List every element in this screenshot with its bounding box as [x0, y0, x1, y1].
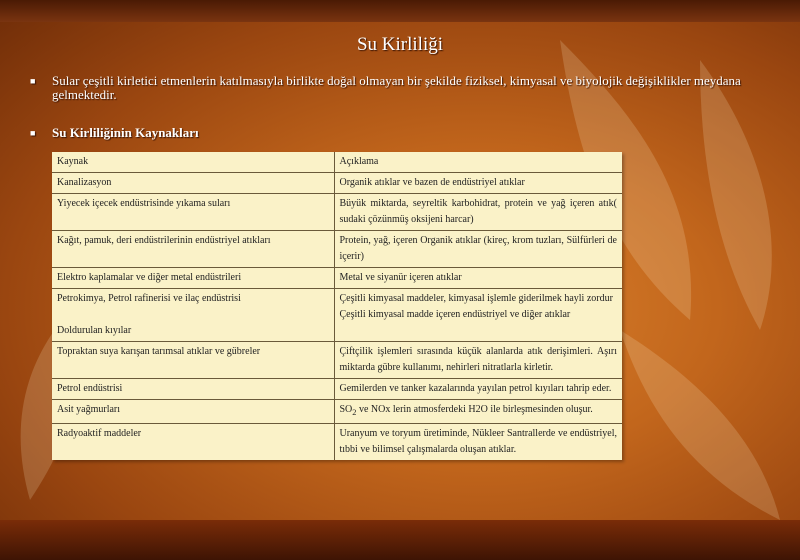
bottom-band [0, 520, 800, 560]
row-source: Kağıt, pamuk, deri endüstrilerinin endüstriyel atıkları [52, 231, 334, 268]
row-description: Çiftçilik işlemleri sırasında küçük alanlarda atık derişimleri. Aşırı miktarda gübre kullanımı, nehirleri nitratlarla kirletir. [334, 342, 622, 379]
row-source: Elektro kaplamalar ve diğer metal endüstrileri [52, 268, 334, 289]
table-row [52, 194, 622, 231]
bullet-intro-text: Sular çeşitli kirletici etmenlerin katılmasıyla birlikte doğal olmayan bir şekilde fiziksel, kimyasal ve biyolojik değişiklikler meydana gelmektedir. [52, 73, 741, 102]
row-source: Kanalizasyon [52, 173, 334, 194]
table-row [52, 424, 622, 461]
row-description: Protein, yağ, içeren Organik atıklar (kireç, krom tuzları, Sülfürleri de içerir) [334, 231, 622, 268]
table-row [52, 268, 622, 289]
table-row [52, 400, 622, 424]
table-header-row [52, 152, 622, 173]
bullet-square-icon: ■ [30, 76, 36, 86]
header-source: Kaynak [52, 152, 334, 173]
row-source-primary: Petrokimya, Petrol rafinerisi ve ilaç endüstrisi [57, 293, 241, 304]
header-description: Açıklama [334, 152, 622, 173]
row-description-primary: Çeşitli kimyasal maddeler, kimyasal işlemle giderilmek hayli zordur [339, 293, 613, 304]
table-row [52, 342, 622, 379]
row-description-rest: ve NOx lerin atmosferdeki H2O ile birleşmesinden oluşur. [356, 404, 593, 415]
row-description: Gemilerden ve tanker kazalarında yayılan petrol kıyıları tahrip eder. [334, 379, 622, 400]
row-description: Metal ve siyanür içeren atıklar [334, 268, 622, 289]
row-description: Uranyum ve toryum üretiminde, Nükleer Santrallerde ve endüstriyel, tıbbi ve bilimsel çalışmalarda oluşan atıklar. [339, 428, 617, 455]
formula-so: SO [339, 404, 353, 415]
row-description [334, 289, 622, 342]
table-row [52, 289, 622, 342]
formula-subscript: 2 [352, 408, 357, 417]
bullet-sources-text: Su Kirliliğinin Kaynakları [52, 125, 199, 140]
table-row [52, 379, 622, 400]
table-row [52, 173, 622, 194]
row-description [334, 400, 622, 424]
row-source: Petrol endüstrisi [52, 379, 334, 400]
bullet-square-icon: ■ [30, 128, 36, 138]
row-source: Radyoaktif maddeler [52, 424, 334, 461]
row-source: Yiyecek içecek endüstrisinde yıkama suları [52, 194, 334, 231]
row-source [52, 289, 334, 342]
row-description-secondary: Çeşitli kimyasal madde içeren endüstriyel ve diğer atıklar [339, 309, 571, 320]
slide-title: Su Kirliliği [356, 34, 444, 55]
pollution-sources-table [52, 152, 622, 460]
table-row [52, 231, 622, 268]
row-description: Büyük miktarda, seyreltik karbohidrat, protein ve yağ içeren atık( sudaki çözünmüş oksijeni harcar) [334, 194, 622, 231]
row-source-secondary: Doldurulan kıyılar [57, 325, 132, 336]
row-source: Topraktan suya karışan tarımsal atıklar ve gübreler [52, 342, 334, 379]
row-description: Organik atıklar ve bazen de endüstriyel atıklar [334, 173, 622, 194]
row-source: Asit yağmurları [52, 400, 334, 424]
